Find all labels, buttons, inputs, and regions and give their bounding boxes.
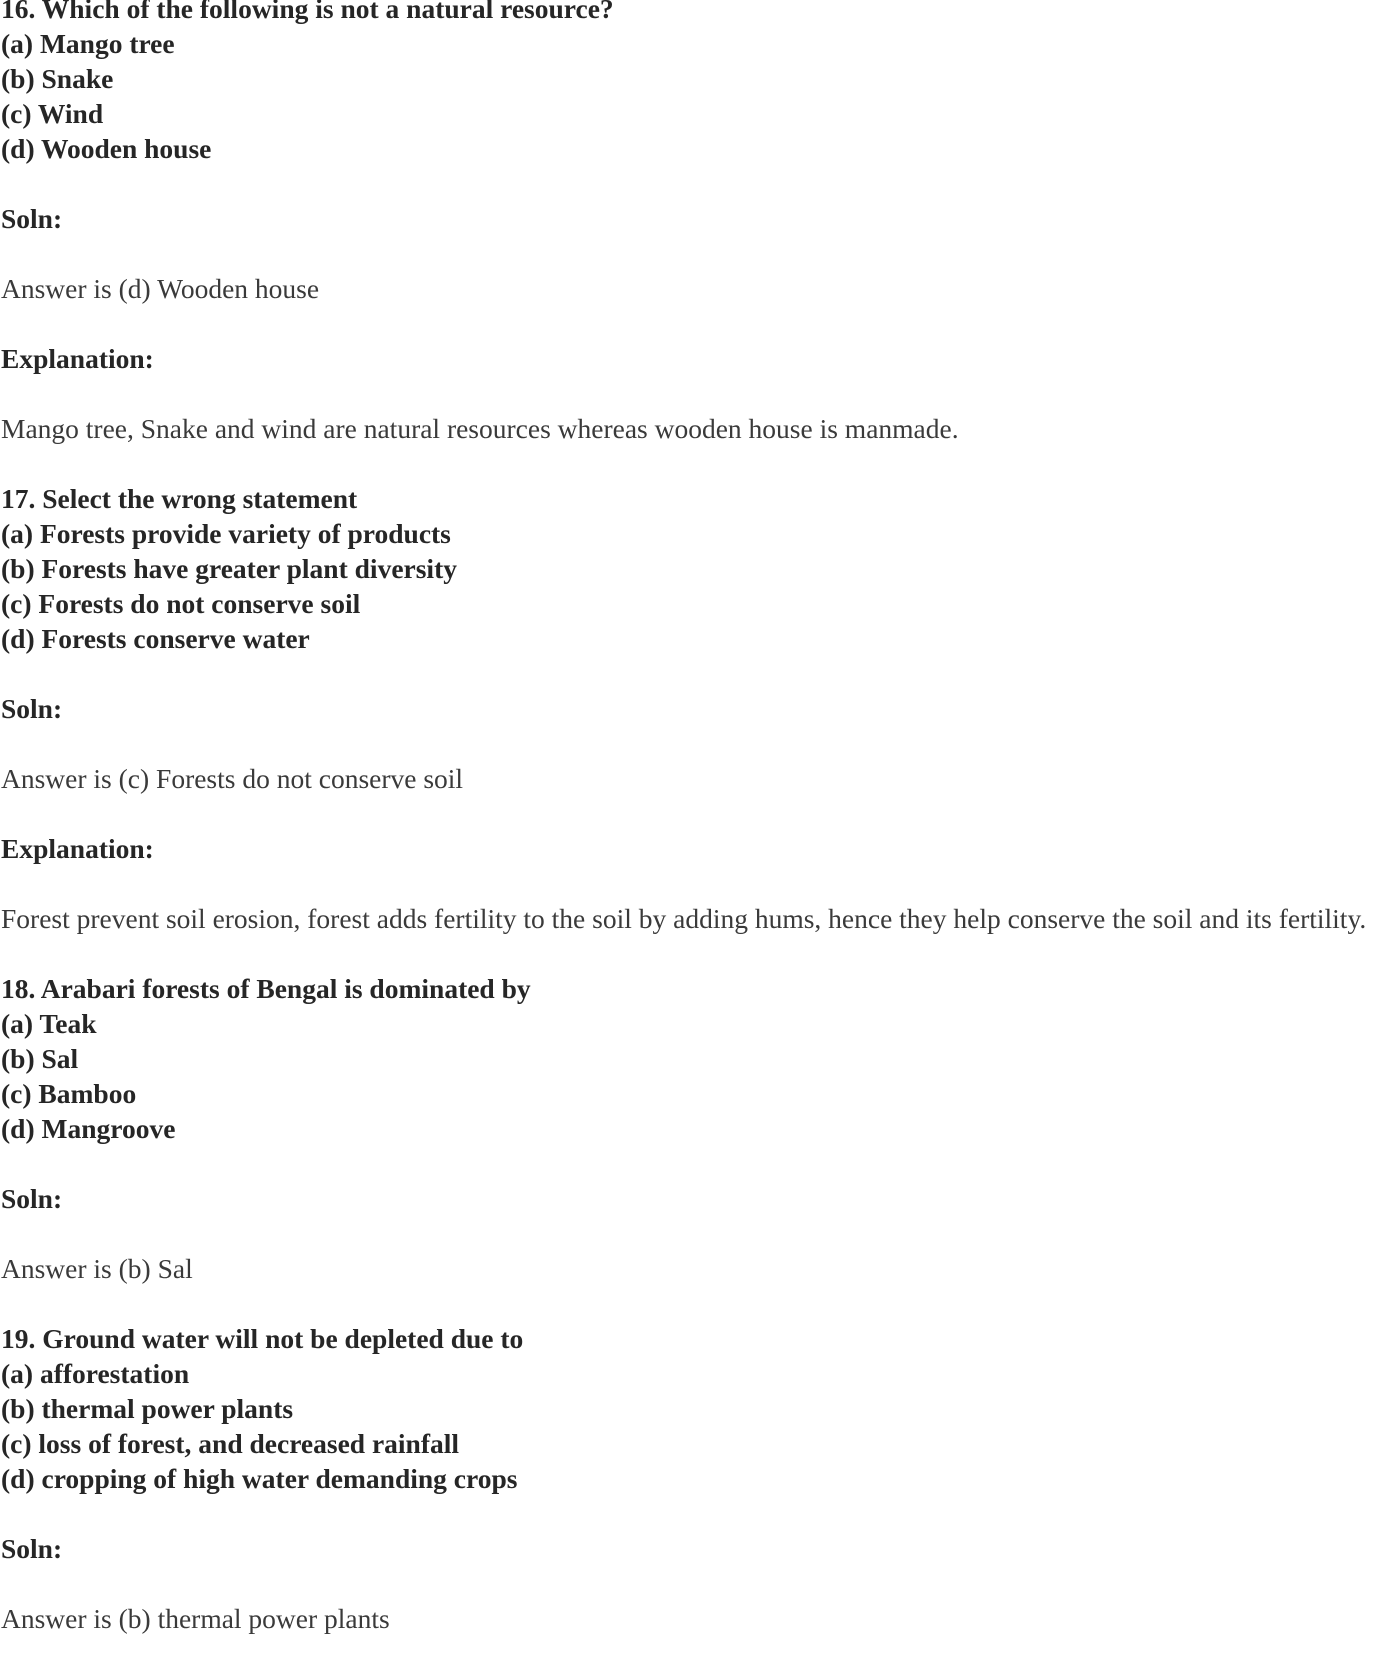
soln-label: Soln: (1, 203, 63, 234)
question-text: 19. Ground water will not be depleted due to (1, 1323, 524, 1354)
explanation-text: Forest prevent soil erosion, forest adds fertility to the soil by adding hums, hence they help conserve the soil and its fertility. (1, 903, 1367, 934)
spacer (1, 376, 1371, 411)
answer-text: Answer is (c) Forests do not conserve soil (1, 763, 464, 794)
option-b: (b) Forests have greater plant diversity (1, 553, 457, 584)
explanation-text: Mango tree, Snake and wind are natural resources whereas wooden house is manmade. (1, 413, 959, 444)
spacer (1, 446, 1371, 481)
spacer (1, 166, 1371, 201)
spacer (1, 1496, 1371, 1531)
option-b: (b) Snake (1, 63, 114, 94)
question-text: 18. Arabari forests of Bengal is dominated by (1, 973, 531, 1004)
spacer (1, 1286, 1371, 1321)
option-d: (d) Forests conserve water (1, 623, 310, 654)
option-a: (a) afforestation (1, 1358, 190, 1389)
question-17-block (1, 481, 1371, 971)
explanation-label: Explanation: (1, 343, 154, 374)
option-c: (c) Forests do not conserve soil (1, 588, 361, 619)
spacer (1, 1216, 1371, 1251)
option-d: (d) Mangroove (1, 1113, 176, 1144)
spacer (1, 306, 1371, 341)
document-page (1, 0, 1371, 1636)
answer-text: Answer is (b) thermal power plants (1, 1603, 390, 1634)
option-c: (c) Bamboo (1, 1078, 137, 1109)
spacer (1, 1146, 1371, 1181)
question-text: 17. Select the wrong statement (1, 483, 358, 514)
question-18-block (1, 971, 1371, 1321)
option-d: (d) Wooden house (1, 133, 212, 164)
option-b: (b) Sal (1, 1043, 79, 1074)
option-b: (b) thermal power plants (1, 1393, 294, 1424)
question-16-block (1, 0, 1371, 481)
soln-label: Soln: (1, 1183, 63, 1214)
spacer (1, 1566, 1371, 1601)
option-a: (a) Teak (1, 1008, 97, 1039)
option-d: (d) cropping of high water demanding crops (1, 1463, 518, 1494)
option-a: (a) Mango tree (1, 28, 175, 59)
answer-text: Answer is (d) Wooden house (1, 273, 320, 304)
option-c: (c) loss of forest, and decreased rainfall (1, 1428, 460, 1459)
spacer (1, 656, 1371, 691)
question-19-block (1, 1321, 1371, 1636)
option-c: (c) Wind (1, 98, 104, 129)
question-text: 16. Which of the following is not a natural resource? (1, 0, 614, 24)
spacer (1, 236, 1371, 271)
option-a: (a) Forests provide variety of products (1, 518, 451, 549)
spacer (1, 866, 1371, 901)
answer-text: Answer is (b) Sal (1, 1253, 193, 1284)
spacer (1, 726, 1371, 761)
soln-label: Soln: (1, 1533, 63, 1564)
soln-label: Soln: (1, 693, 63, 724)
spacer (1, 936, 1371, 971)
explanation-label: Explanation: (1, 833, 154, 864)
spacer (1, 796, 1371, 831)
